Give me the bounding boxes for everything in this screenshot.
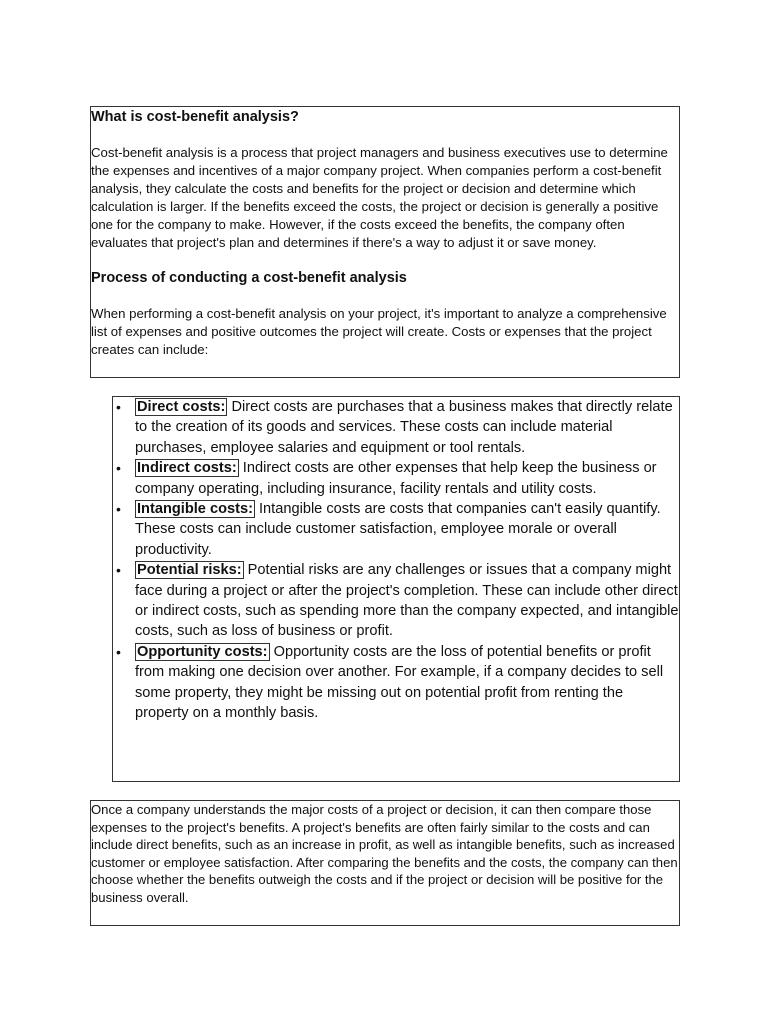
list-item — [113, 499, 679, 560]
intro-section — [90, 106, 680, 378]
cost-term: Opportunity costs: — [137, 643, 268, 660]
bullet-icon: • — [116, 399, 121, 415]
costs-list — [113, 397, 679, 724]
cost-term: Indirect costs: — [137, 460, 237, 477]
cost-term: Intangible costs: — [137, 501, 253, 518]
intro-paragraph: Cost-benefit analysis is a process that project managers and business executives use to determine the expenses and incentives of a major company project. When companies perform a cost-benefit analysis, they calculate the costs and benefits for the project or decision and determine which calculation is larger. If the benefits exceed the costs, the project or decision is generally a positive one for the company to make. However, if the costs exceed the benefits, the company often evaluates that project's plan and determines if there's a way to adjust it or save money. — [91, 145, 668, 250]
bullet-icon: • — [116, 643, 121, 660]
list-item — [113, 642, 679, 724]
bullet-icon: • — [116, 562, 121, 579]
list-item — [113, 397, 679, 458]
section-heading-what-is: What is cost-benefit analysis? — [91, 109, 299, 125]
process-paragraph: When performing a cost-benefit analysis on your project, it's important to analyze a comprehensive list of expenses and positive outcomes the project will create. Costs or expenses that the project creates can include: — [91, 306, 667, 358]
costs-list-section — [112, 396, 680, 782]
benefits-section — [90, 800, 680, 926]
bullet-icon: • — [116, 501, 121, 518]
cost-term: Direct costs: — [137, 399, 226, 415]
bullet-icon: • — [116, 460, 121, 477]
cost-description: Intangible costs are costs that companies can't easily quantify. These costs can include customer satisfaction, employee morale or overall productivity. — [135, 501, 661, 558]
section-heading-process: Process of conducting a cost-benefit analysis — [91, 270, 407, 287]
benefits-paragraph: Once a company understands the major costs of a project or decision, it can then compare those expenses to the project's benefits. A project's benefits are often fairly similar to the costs and can include direct benefits, such as an increase in profit, as well as intangible benefits, such as increased customer or employee satisfaction. After comparing the benefits and the costs, the company can then choose whether the benefits outweigh the costs and if the project or decision will be positive for the business overall. — [91, 802, 678, 905]
cost-term: Potential risks: — [137, 562, 242, 579]
cost-description: Indirect costs are other expenses that help keep the business or company operating, including insurance, facility rentals and utility costs. — [135, 460, 657, 497]
cost-description: Opportunity costs are the loss of potential benefits or profit from making one decision over another. For example, if a company decides to sell some property, they might be missing out on potential profit from renting the property on a monthly basis. — [135, 643, 664, 722]
cost-description: Direct costs are purchases that a business makes that directly relate to the creation of its goods and services. These costs can include material purchases, employee salaries and equipment or tool rentals. — [135, 399, 673, 456]
list-item — [113, 560, 679, 642]
cost-description: Potential risks are any challenges or issues that a company might face during a project or after the project's completion. These can include other direct or indirect costs, such as spending more than the company expected, and intangible costs, such as loss of business or profit. — [135, 562, 679, 640]
list-item — [113, 458, 679, 499]
